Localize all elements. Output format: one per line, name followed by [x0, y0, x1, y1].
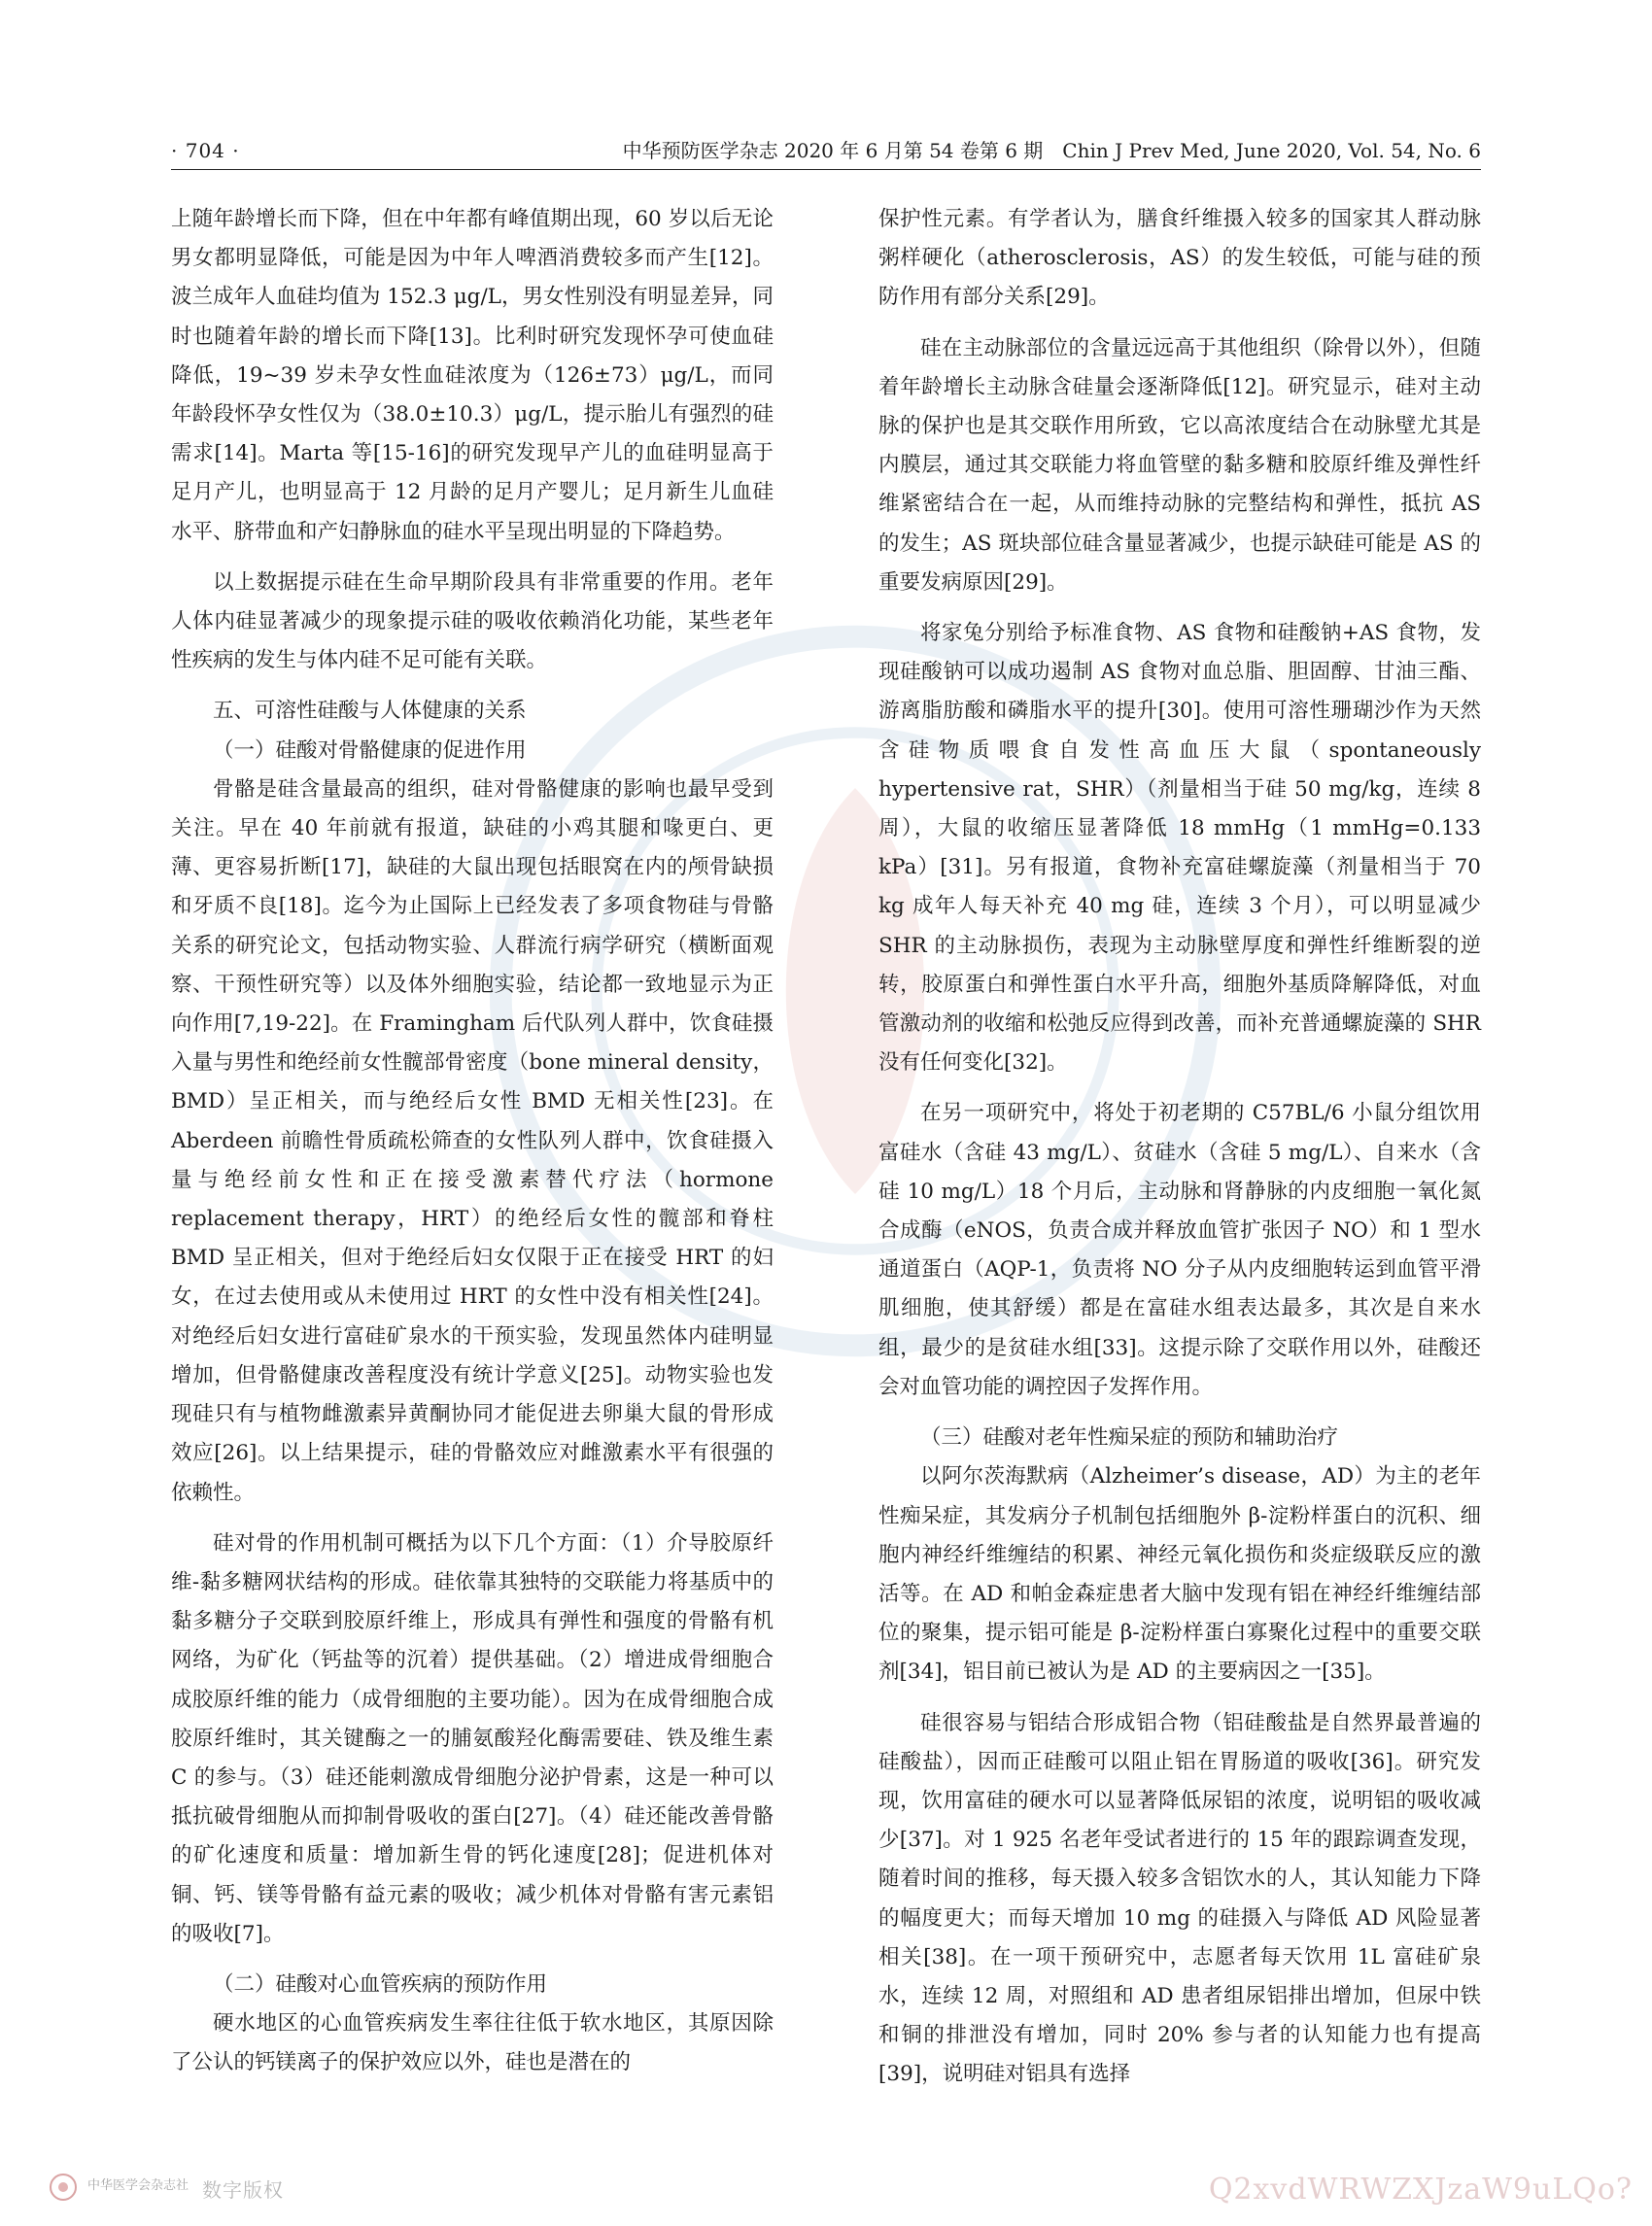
paragraph: 在另一项研究中，将处于初老期的 C57BL/6 小鼠分组饮用富硅水（含硅 43 mg/L）、贫硅水（含硅 5 mg/L）、自来水（含硅 10 mg/L）18 个月后，主动脉和肾静脉的内皮细胞一氧化氮合成酶（eNOS，负责合成并释放血管扩张因子 NO）和 1 型水通道蛋白（AQP-1，负责将 NO 分子从内皮细胞转运到血管平滑肌细胞，使其舒缓）都是在富硅水组表达最多，其次是自来水组，最少的是贫硅水组[33]。这提示除了交联作用以外，硅酸还会对血管功能的调控因子发挥作用。: [878, 1101, 1481, 1399]
journal-citation: 中华预防医学杂志 2020 年 6 月第 54 卷第 6 期 Chin J Prev Med, June 2020, Vol. 54, No. 6: [622, 139, 1481, 162]
flower-seal-icon: [49, 2173, 78, 2202]
subsection-heading: （一）硅酸对骨骼健康的促进作用: [213, 737, 527, 763]
paragraph: 以上数据提示硅在生命早期阶段具有非常重要的作用。老年人体内硅显著减少的现象提示硅的吸收依赖消化功能，某些老年性疾病的发生与体内硅不足可能有关联。: [171, 569, 774, 673]
subsection-heading: （二）硅酸对心血管疾病的预防作用: [213, 1971, 548, 1997]
publisher-name: 中华医学会杂志社: [87, 2178, 189, 2193]
paragraph: 硅很容易与铝结合形成铝合物（铝硅酸盐是自然界最普遍的硅酸盐），因而正硅酸可以阻止铝在胃肠道的吸收[36]。研究发现，饮用富硅的硬水可以显著降低尿铝的浓度，说明铝的吸收减少[37]。对 1 925 名老年受试者进行的 15 年的跟踪调查发现，随着时间的推移，每天摄入较多含铝饮水的人，其认知能力下降的幅度更大；而每天增加 10 mg 的硅摄入与降低 AD 风险显著相关[38]。在一项干预研究中，志愿者每天饮用 1L 富硅矿泉水，连续 12 周，对照组和 AD 患者组尿铝排出增加，但尿中铁和铜的排泄没有增加，同时 20% 参与者的认知能力也有提高[39]，说明硅对铝具有选择: [878, 1710, 1481, 2087]
paragraph: 保护性元素。有学者认为，膳食纤维摄入较多的国家其人群动脉粥样硬化（atherosclerosis，AS）的发生较低，可能与硅的预防作用有部分关系[29]。: [878, 207, 1481, 310]
section-heading: 五、可溶性硅酸与人体健康的关系: [213, 699, 527, 724]
right-column: [878, 200, 1481, 2087]
subsection-heading: （三）硅酸对老年性痴呆症的预防和辅助治疗: [920, 1425, 1339, 1451]
paragraph: 骨骼是硅含量最高的组织，硅对骨骼健康的影响也最早受到关注。早在 40 年前就有报道，缺硅的小鸡其腿和喙更白、更薄、更容易折断[17]，缺硅的大鼠出现包括眼窝在内的颅骨缺损和牙质不良[18]。迄今为止国际上已经发表了多项食物硅与骨骼关系的研究论文，包括动物实验、人群流行病学研究（横断面观察、干预性研究等）以及体外细胞实验，结论都一致地显示为正向作用[7,19-22]。在 Framingham 后代队列人群中，饮食硅摄入量与男性和绝经前女性髋部骨密度（bone mineral density，BMD）呈正相关，而与绝经后女性 BMD 无相关性[23]。在 Aberdeen 前瞻性骨质疏松筛查的女性队列人群中，饮食硅摄入量与绝经前女性和正在接受激素替代疗法（hormone replacement therapy，HRT）的绝经后女性的髋部和脊柱 BMD 呈正相关，但对于绝经后妇女仅限于正在接受 HRT 的妇女，在过去使用或从未使用过 HRT 的女性中没有相关性[24]。对绝经后妇女进行富硅矿泉水的干预实验，发现虽然体内硅明显增加，但骨骼健康改善程度没有统计学意义[25]。动物实验也发现硅只有与植物雌激素异黄酮协同才能促进去卵巢大鼠的骨形成效应[26]。以上结果提示，硅的骨骼效应对雌激素水平有很强的依赖性。: [171, 776, 774, 1505]
paragraph: 上随年龄增长而下降，但在中年都有峰值期出现，60 岁以后无论男女都明显降低，可能是因为中年人啤酒消费较多而产生[12]。波兰成年人血硅均值为 152.3 μg/L，男女性别没有明显差异，同时也随着年龄的增长而下降[13]。比利时研究发现怀孕可使血硅降低，19~39 岁未孕女性血硅浓度为（126±73）μg/L，而同年龄段怀孕女性仅为（38.0±10.3）μg/L，提示胎儿有强烈的硅需求[14]。Marta 等[15-16]的研究发现早产儿的血硅明显高于足月产儿，也明显高于 12 月龄的足月产婴儿；足月新生儿血硅水平、脐带血和产妇静脉血的硅水平呈现出明显的下降趋势。: [171, 207, 774, 544]
left-column: [171, 200, 774, 2075]
download-code: Q2xvdWRWZXJzaW9uLQo?: [1208, 2173, 1633, 2207]
header-rule: [171, 169, 1481, 170]
paragraph: 以阿尔茨海默病（Alzheimer’s disease，AD）为主的老年性痴呆症，其发病分子机制包括细胞外 β-淀粉样蛋白的沉积、细胞内神经纤维缠结的积累、神经元氧化损伤和炎症级联反应的激活等。在 AD 和帕金森症患者大脑中发现有铝在神经纤维缠结部位的聚集，提示铝可能是 β-淀粉样蛋白寡聚化过程中的重要交联剂[34]，铝目前已被认为是 AD 的主要病因之一[35]。: [878, 1464, 1481, 1685]
publisher-logo: [49, 2169, 340, 2208]
paragraph: 硬水地区的心血管疾病发生率往往低于软水地区，其原因除了公认的钙镁离子的保护效应以外，硅也是潜在的: [171, 2011, 774, 2075]
paragraph: 硅对骨的作用机制可概括为以下几个方面：（1）介导胶原纤维-黏多糖网状结构的形成。硅依靠其独特的交联能力将基质中的黏多糖分子交联到胶原纤维上，形成具有弹性和强度的骨骼有机网络，为矿化（钙盐等的沉着）提供基础。（2）增进成骨细胞合成胶原纤维的能力（成骨细胞的主要功能）。因为在成骨细胞合成胶原纤维时，其关键酶之一的脯氨酸羟化酶需要硅、铁及维生素 C 的参与。（3）硅还能刺激成骨细胞分泌护骨素，这是一种可以抵抗破骨细胞从而抑制骨吸收的蛋白[27]。（4）硅还能改善骨骼的矿化速度和质量：增加新生骨的钙化速度[28]；促进机体对铜、钙、镁等骨骼有益元素的吸收；减少机体对骨骼有害元素铝的吸收[7]。: [171, 1530, 774, 1946]
paragraph: 将家兔分别给予标准食物、AS 食物和硅酸钠+AS 食物，发现硅酸钠可以成功遏制 AS 食物对血总脂、胆固醇、甘油三酯、游离脂肪酸和磷脂水平的提升[30]。使用可溶性珊瑚沙作为天然含硅物质喂食自发性高血压大鼠（spontaneously hypertensive rat，SHR）（剂量相当于硅 50 mg/kg，连续 8 周），大鼠的收缩压显著降低 18 mmHg（1 mmHg=0.133 kPa）[31]。另有报道，食物补充富硅螺旋藻（剂量相当于 70 kg 成年人每天补充 40 mg 硅，连续 3 个月），可以明显减少 SHR 的主动脉损伤，表现为主动脉壁厚度和弹性纤维断裂的逆转，胶原蛋白和弹性蛋白水平升高，细胞外基质降解降低，对血管激动剂的收缩和松弛反应得到改善，而补充普通螺旋藻的 SHR 没有任何变化[32]。: [878, 621, 1481, 1076]
paragraph: 硅在主动脉部位的含量远远高于其他组织（除骨以外），但随着年龄增长主动脉含硅量会逐渐降低[12]。研究显示，硅对主动脉的保护也是其交联作用所致，它以高浓度结合在动脉壁尤其是内膜层，通过其交联能力将血管壁的黏多糖和胶原纤维及弹性纤维紧密结合在一起，从而维持动脉的完整结构和弹性，抵抗 AS 的发生；AS 斑块部位硅含量显著减少，也提示缺硅可能是 AS 的重要发病原因[29]。: [878, 335, 1481, 595]
digital-brand: 数字版权: [202, 2178, 284, 2202]
page-header: [171, 134, 1481, 167]
page-number: · 704 ·: [171, 139, 240, 162]
